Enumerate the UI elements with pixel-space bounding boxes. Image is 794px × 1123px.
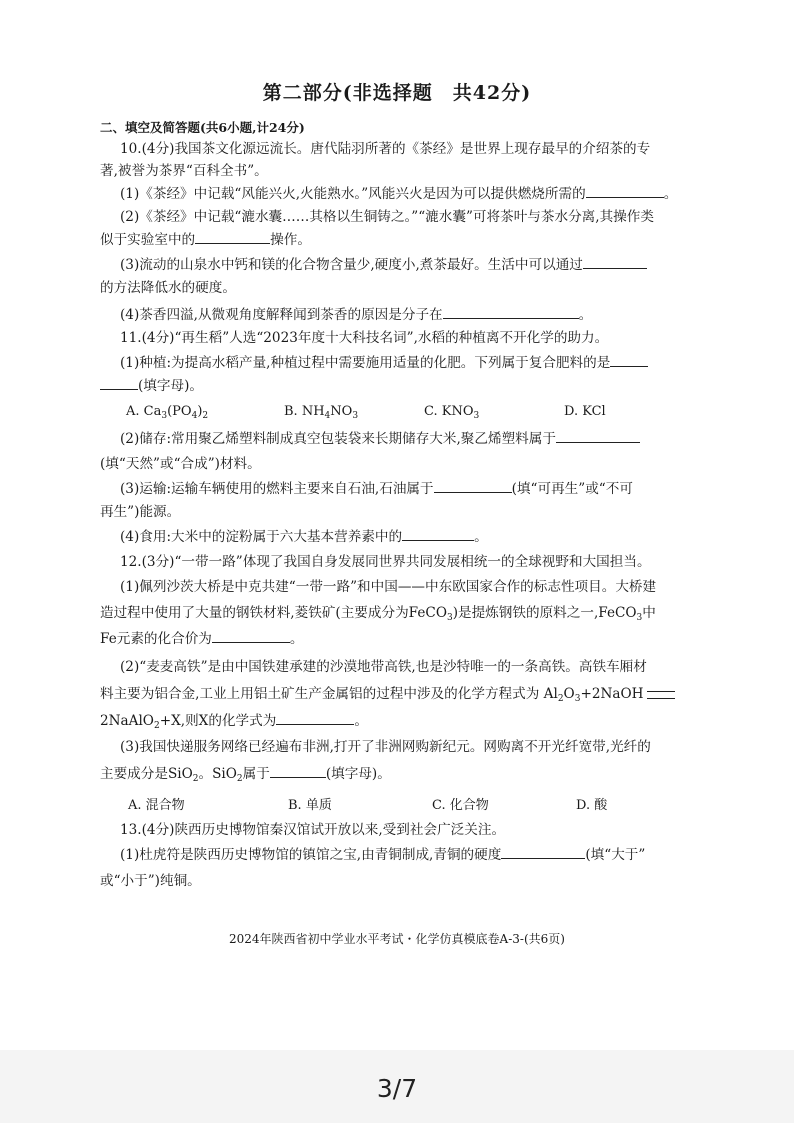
- q11-part2-line1: [120, 430, 640, 448]
- q10-part3-line2: 的方法降低水的硬度。: [100, 280, 236, 296]
- q10-part2-end: 操作。: [270, 232, 311, 248]
- q12-intro: 12.(3分)“一带一路”体现了我国自身发展同世界共同发展相统一的全球视野和大国担当。: [120, 554, 651, 570]
- q12-part3-line1: (3)我国快递服务网络已经遍布非洲,打开了非洲网购新纪元。网购离不开光纤宽带,光纤的: [120, 739, 651, 755]
- q11-part1-line2: [100, 377, 203, 395]
- answer-blank[interactable]: [556, 430, 640, 443]
- q10-part2-line2: [100, 231, 311, 249]
- period: 。: [474, 529, 488, 545]
- q12-part2-tail: +X,则X的化学式为: [159, 713, 277, 729]
- section-heading: 二、填空及简答题(共6小题,计24分): [100, 120, 305, 135]
- subscript: 2: [202, 411, 209, 421]
- answer-blank[interactable]: [212, 630, 290, 643]
- q11-intro: 11.(4分)“再生稻”人选“2023年度十大科技名词”,水稻的种植离不开化学的助力。: [120, 330, 609, 346]
- q13-intro: 13.(4分)陕西历史博物馆秦汉馆试开放以来,受到社会广泛关注。: [120, 822, 506, 838]
- subscript: 3: [574, 694, 581, 704]
- q10-intro-line1: 10.(4分)我国茶文化源远流长。唐代陆羽所著的《茶经》是世界上现存最早的介绍茶的专: [120, 141, 651, 157]
- q10-part2-text: 似于实验室中的: [100, 232, 196, 248]
- q10-intro-line2: 著,被誉为茶界“百科全书”。: [100, 163, 268, 179]
- q12-part2-line2: [100, 685, 679, 703]
- part-title: 第二部分(非选择题 共42分): [262, 82, 532, 104]
- q12-part2-line1: (2)“麦麦高铁”是由中国铁建承建的沙漠地带高铁,也是沙特唯一的一条高铁。高铁车厢材: [120, 659, 647, 675]
- q12-part2-formula: 2NaAlO: [100, 713, 154, 729]
- answer-blank[interactable]: [276, 712, 354, 725]
- q12-part1-text3: 中: [642, 605, 656, 621]
- q12-option-c: C. 化合物: [432, 798, 489, 813]
- subscript: 2: [557, 694, 564, 704]
- answer-blank[interactable]: [610, 354, 648, 367]
- q12-part1-line3: [100, 630, 303, 648]
- q11-option-b-text: B. NH: [284, 404, 325, 419]
- period: 。: [663, 186, 678, 202]
- period: 。: [289, 631, 304, 647]
- q10-part4-text: (4)茶香四溢,从微观角度解释闻到茶香的原因是分子在: [120, 307, 443, 323]
- q11-part4-text: (4)食用:大米中的淀粉属于六大基本营养素中的: [120, 529, 403, 545]
- q12-option-b: B. 单质: [288, 798, 332, 813]
- q12-part2-text: 料主要为铝合金,工业上用铝土矿生产金属铝的过程中涉及的化学方程式为 Al: [100, 686, 558, 702]
- q10-part1-text: (1)《茶经》中记载“风能兴火,火能熟水。”风能兴火是因为可以提供燃烧所需的: [120, 186, 586, 202]
- q11-part2-text: (2)储存:常用聚乙烯塑料制成真空包装袋来长期储存大米,聚乙烯塑料属于: [120, 431, 556, 447]
- q10-part3-line1: [120, 256, 647, 274]
- q11-option-a-text2: (PO: [167, 404, 192, 419]
- answer-blank[interactable]: [195, 231, 270, 244]
- answer-blank[interactable]: [583, 256, 647, 269]
- q12-part1-text: 造过程中使用了大量的钢铁材料,菱铁矿(主要成分为FeCO: [100, 605, 447, 621]
- answer-blank[interactable]: [501, 846, 585, 859]
- q11-part3-line2: 再生”)能源。: [100, 504, 181, 520]
- q11-part3-text: (3)运输:运输车辆使用的燃料主要来自石油,石油属于: [120, 481, 434, 497]
- q12-part1-line2: [100, 604, 656, 622]
- q12-part1-text2: )是提炼钢铁的原料之一,FeCO: [452, 605, 637, 621]
- subscript: 4: [191, 411, 198, 421]
- subscript: 2: [236, 774, 243, 784]
- q12-part2-line3: [100, 712, 368, 730]
- subscript: 3: [446, 613, 453, 623]
- q10-part3-text: (3)流动的山泉水中钙和镁的化合物含量少,硬度小,煮茶最好。生活中可以通过: [120, 257, 583, 273]
- q12-part3-line2: [100, 765, 391, 783]
- answer-blank[interactable]: [270, 765, 326, 778]
- subscript: 3: [352, 411, 359, 421]
- period: 。: [578, 307, 593, 323]
- q10-part2-line1: (2)《茶经》中记载“漉水囊……其格以生铜铸之。”“漉水囊”可将茶叶与茶水分离,其操作类: [120, 209, 654, 225]
- q12-part1-valence: Fe元素的化合价为: [100, 631, 212, 647]
- q11-option-a: [126, 404, 208, 419]
- subscript: 2: [192, 774, 199, 784]
- answer-blank[interactable]: [100, 377, 138, 390]
- subscript: 3: [473, 411, 480, 421]
- q11-option-d: D. KCl: [564, 404, 606, 419]
- q11-part1-line1: [120, 354, 648, 372]
- subscript: 3: [161, 411, 168, 421]
- q10-part4: [120, 306, 592, 324]
- answer-blank[interactable]: [434, 480, 512, 493]
- subscript: 3: [636, 613, 643, 623]
- q11-part3-line1: [120, 480, 633, 498]
- q11-part3-end: (填“可再生”或“不可: [511, 481, 633, 497]
- q12-option-d: D. 酸: [576, 798, 608, 813]
- q11-option-c: [424, 404, 479, 419]
- answer-blank[interactable]: [443, 306, 579, 319]
- q12-part3-text3: 属于: [242, 766, 270, 782]
- subscript: 4: [324, 411, 331, 421]
- q11-option-b: [284, 404, 358, 419]
- q12-option-a: A. 混合物: [128, 798, 185, 813]
- q12-part2-text3: +2NaOH: [580, 686, 644, 702]
- q13-part1-end: (填“大于”: [585, 847, 646, 863]
- q12-part3-end: (填字母)。: [325, 766, 391, 782]
- q12-part3-text: 主要成分是SiO: [100, 766, 193, 782]
- q10-part1: [120, 185, 677, 203]
- q13-part1-line1: [120, 846, 645, 864]
- q11-part1-text: (1)种植:为提高水稻产量,种植过程中需要施用适量的化肥。下列属于复合肥料的是: [120, 355, 611, 371]
- q11-option-c-text: C. KNO: [424, 404, 474, 419]
- q12-part3-text2: 。SiO: [198, 766, 237, 782]
- subscript: 2: [153, 721, 160, 731]
- period: 。: [354, 713, 368, 729]
- equation-sign: [647, 691, 675, 699]
- answer-blank[interactable]: [402, 528, 474, 541]
- q12-part2-text2: O: [563, 686, 575, 702]
- q11-part1-tail: (填字母)。: [138, 378, 203, 394]
- page-indicator: 3/7: [376, 1074, 418, 1103]
- page-footer: 2024年陕西省初中学业水平考试・化学仿真模底卷A-3-(共6页): [229, 932, 565, 946]
- q13-part1-text: (1)杜虎符是陕西历史博物馆的镇馆之宝,由青铜制成,青铜的硬度: [120, 847, 502, 863]
- q12-part1-line1: (1)佩列沙茨大桥是中克共建“一带一路”和中国——中东欧国家合作的标志性项目。大桥建: [120, 579, 657, 595]
- q11-option-a-text: A. Ca: [126, 404, 162, 419]
- q11-option-b-text2: NO: [330, 404, 353, 419]
- q13-part1-line2: 或“小于”)纯铜。: [100, 873, 201, 889]
- answer-blank[interactable]: [586, 185, 664, 198]
- q11-option-a-text3: ): [197, 404, 203, 419]
- q11-part2-line2: (填“天然”或“合成”)材料。: [100, 456, 261, 472]
- q11-part4: [120, 528, 488, 546]
